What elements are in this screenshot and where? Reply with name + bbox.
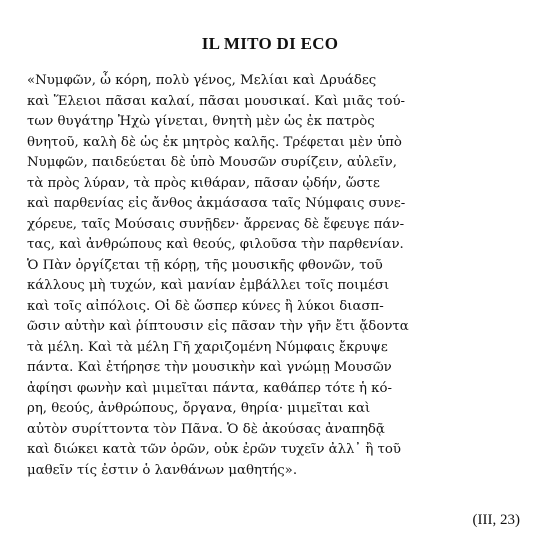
text-line: καὶ παρθενίας εἰς ἄνθος ἀκμάσασα ταῖς Νύμφαις συνε- [27,196,406,211]
text-line: ἀφίησι φωνὴν καὶ μιμεῖται πάντα, καθάπερ τότε ἡ κό- [27,380,392,396]
text-line: χόρευε, ταῖς Μούσαις συνῇδεν· ἄρρενας δὲ ἔφευγε πάν- [27,216,405,232]
text-line: τὰ πρὸς λύραν, τὰ πρὸς κιθάραν, πᾶσαν ᾠδήν, ὥστε [27,175,380,191]
text-line: των θυγάτηρ Ἠχὼ γίνεται, θνητὴ μὲν ὡς ἐκ πατρὸς [27,114,375,129]
text-line: «Νυμφῶν, ὦ κόρη, πολὺ γένος, Μελίαι καὶ Δρυάδες [27,73,377,88]
page-title: IL MITO DI ECO [201,34,339,53]
text-line: πάντα. Καὶ ἐτήρησε τὴν μουσικὴν καὶ γνώμῃ Μουσῶν [27,360,392,375]
source-reference: (III, 23) [472,512,520,528]
text-line: αὐτὸν συρίττοντα τὸν Πᾶνα. Ὁ δὲ ἀκούσας ἀναπηδᾷ [27,421,385,437]
text-line: κάλλους μὴ τυχών, καὶ μανίαν ἐμβάλλει τοῖς ποιμέσι [27,278,390,293]
text-line: ῶσιν αὐτὴν καὶ ῥίπτουσιν εἰς πᾶσαν τὴν γῆν ἔτι ᾄδοντα [27,319,409,334]
text-line: καὶ Ἕλειοι πᾶσαι καλαί, πᾶσαι μουσικαί. Καὶ μιᾶς τού- [27,93,406,109]
text-line: καὶ τοῖς αἰπόλοις. Οἱ δὲ ὥσπερ κύνες ἢ λύκοι διασπ- [27,298,384,314]
text-line: τας, καὶ ἀνθρώπους καὶ θεούς, φιλοῦσα τὴν παρθενίαν. [27,237,404,252]
text-line: καὶ διώκει κατὰ τῶν ὀρῶν, οὐκ ἐρῶν τυχεῖν ἀλλ᾽ ἢ τοῦ [27,442,401,457]
text-line: μαθεῖν τίς ἐστιν ὁ λανθάνων μαθητής». [27,462,298,478]
text-line: ρη, θεούς, ἀνθρώπους, ὄργανα, θηρία· μιμεῖται καὶ [27,401,371,416]
text-line: Ὁ Πὰν ὀργίζεται τῇ κόρῃ, τῆς μουσικῆς φθονῶν, τοῦ [27,257,383,273]
greek-text-block [27,71,533,481]
text-line: Νυμφῶν, παιδεύεται δὲ ὑπὸ Μουσῶν συρίζειν, αὐλεῖν, [27,155,397,170]
text-line: θνητοῦ, καλὴ δὲ ὡς ἐκ μητρὸς καλῆς. Τρέφεται μὲν ὑπὸ [27,134,402,150]
text-line: τὰ μέλη. Καὶ τὰ μέλη Γῆ χαριζομένη Νύμφαις ἔκρυψε [27,339,388,355]
